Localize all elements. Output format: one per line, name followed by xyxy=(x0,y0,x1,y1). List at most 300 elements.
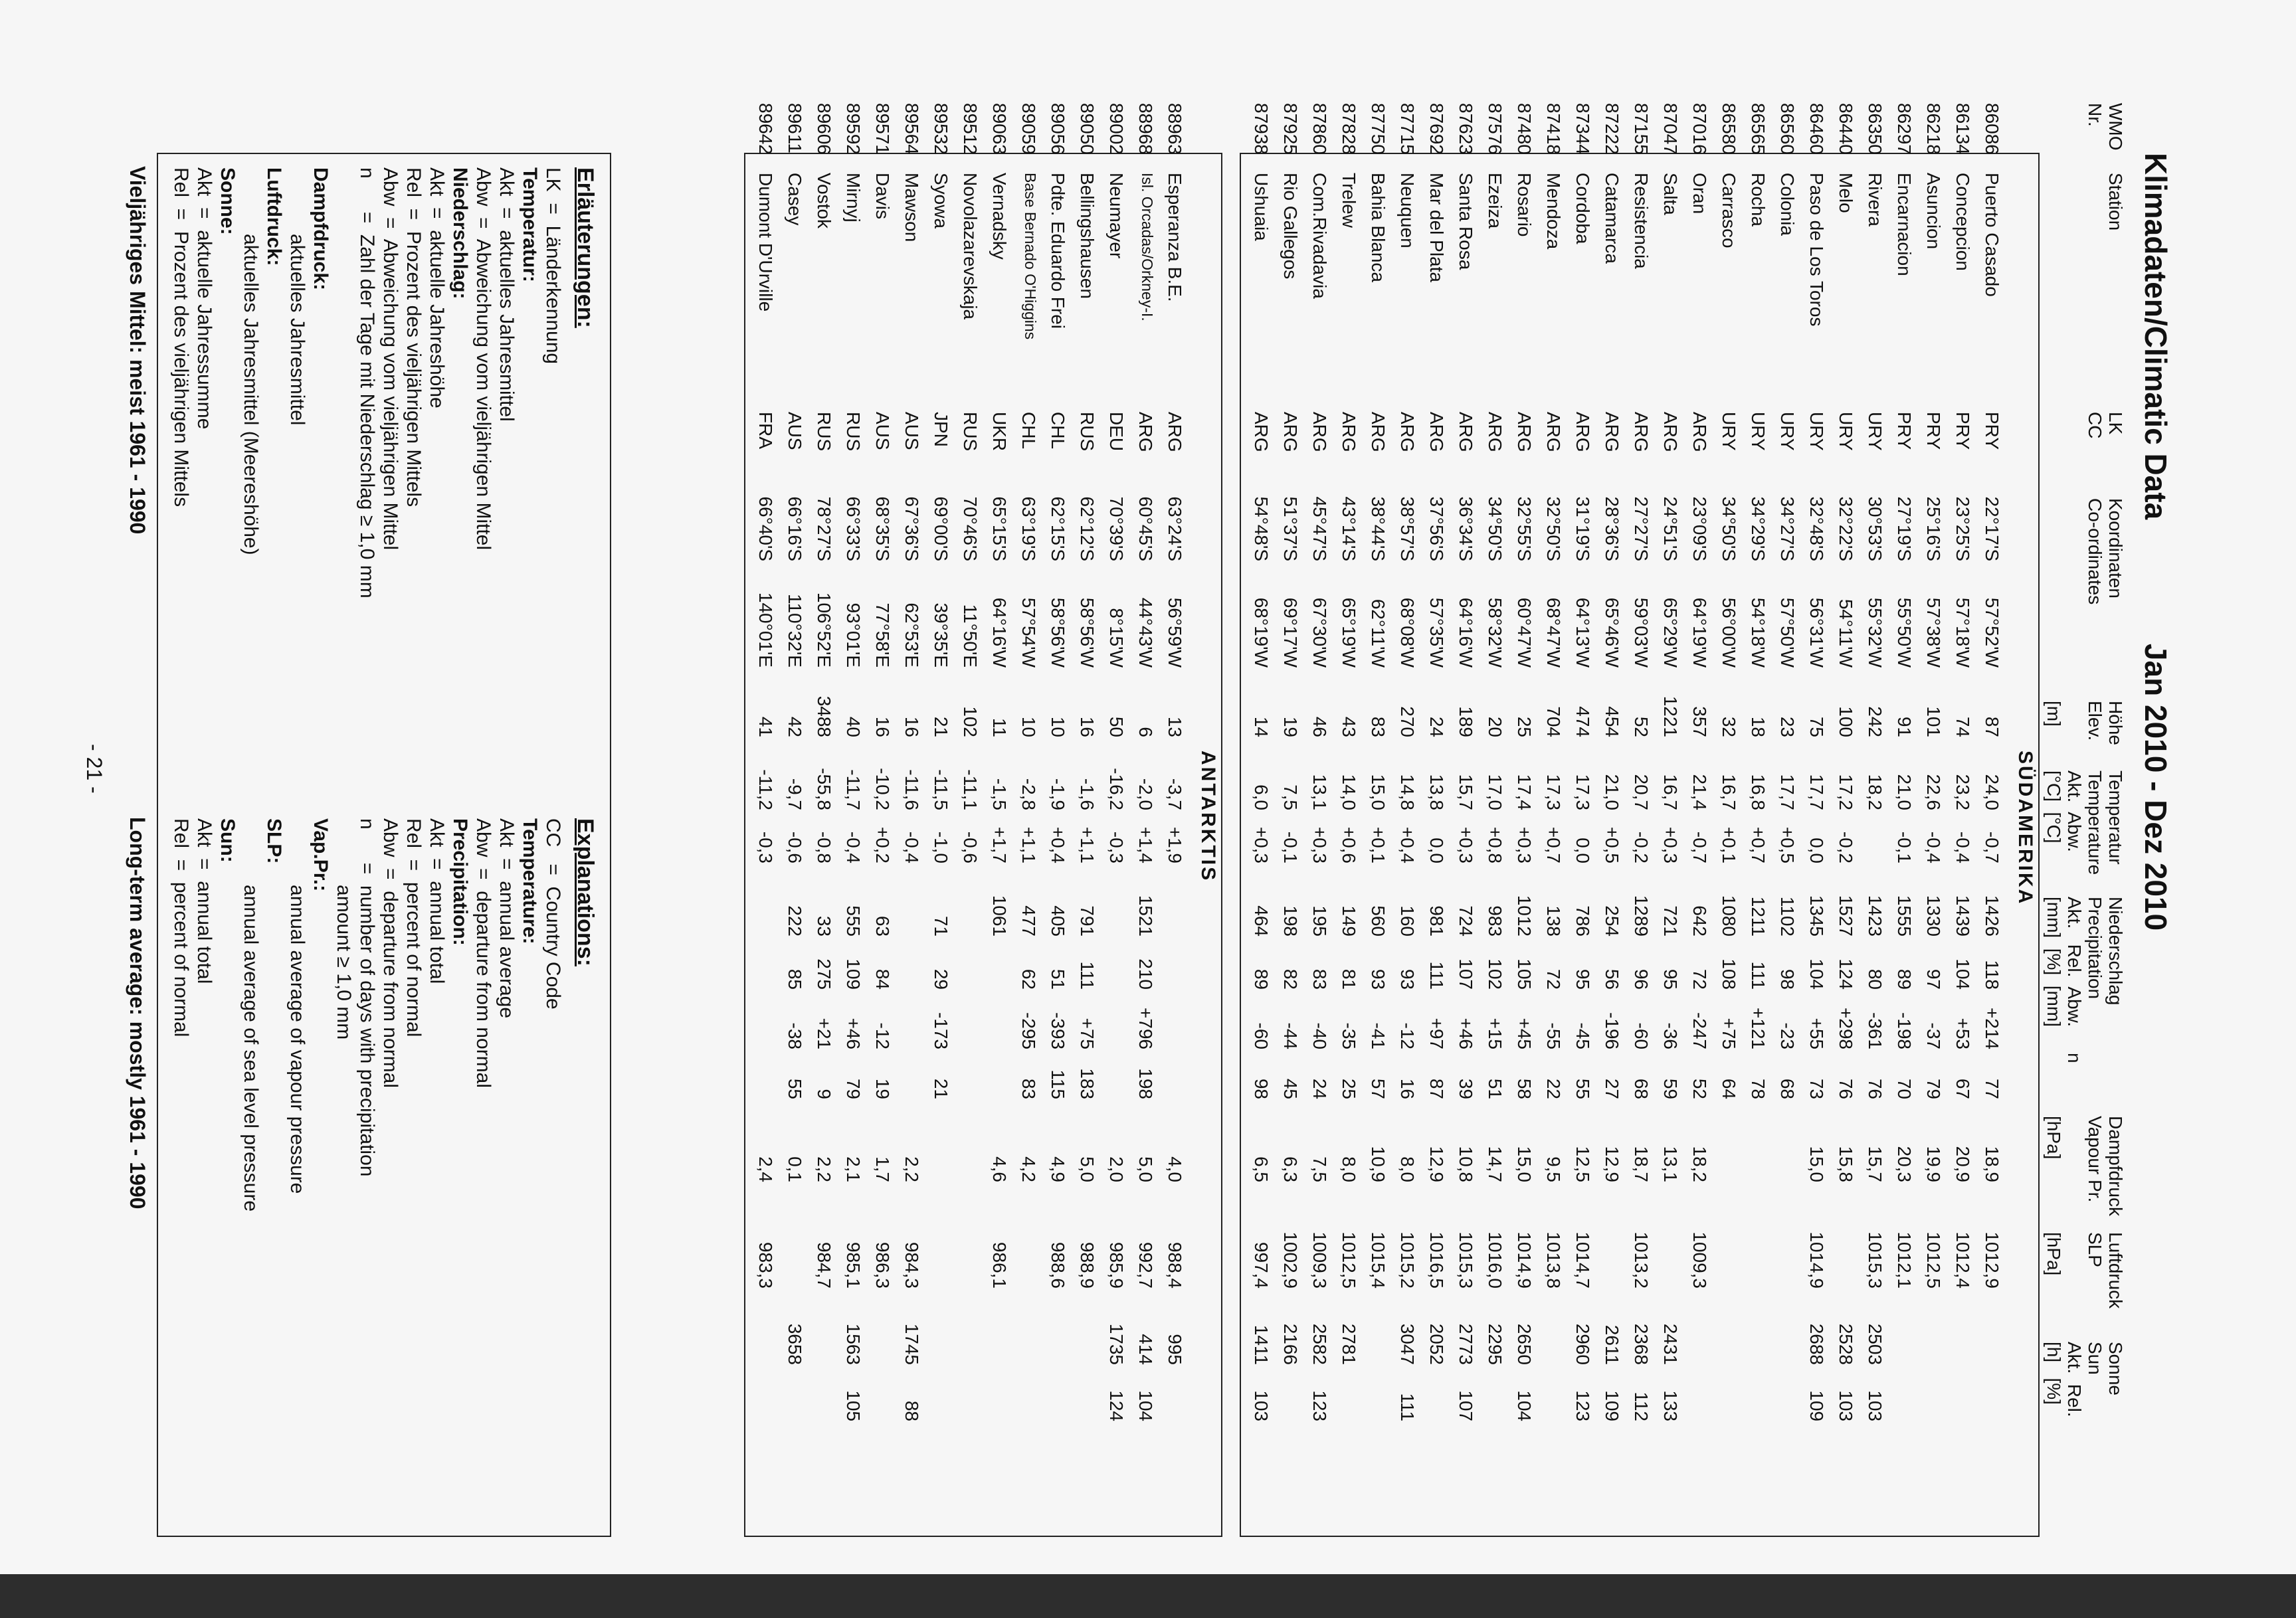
cell-cc: AUS xyxy=(902,412,922,450)
cell-lon: 57°18'W xyxy=(1953,597,1973,668)
cell-lon: 68°47'W xyxy=(1543,597,1564,668)
legend-line: Rel = Prozent des vieljährigen Mittels xyxy=(403,167,425,507)
cell-elev: 19 xyxy=(1280,716,1301,737)
cell-lon: 64°19'W xyxy=(1689,597,1710,668)
cell-wmo: 89512 xyxy=(960,103,981,155)
cell-elev: 14 xyxy=(1251,716,1272,737)
cell-temp: 16,7 xyxy=(1719,774,1739,810)
cell-elev: 91 xyxy=(1894,716,1915,737)
cell-prec-dev: +46 xyxy=(1456,1018,1476,1049)
cell-elev: 270 xyxy=(1397,706,1418,737)
cell-slp: 1013,8 xyxy=(1543,1231,1564,1289)
cell-temp: 6,0 xyxy=(1251,784,1272,810)
cell-slp: 986,3 xyxy=(872,1241,893,1289)
cell-prec: 198 xyxy=(1280,905,1301,937)
cell-lat: 32°55'S xyxy=(1514,496,1535,561)
cell-temp: 17,2 xyxy=(1836,774,1856,810)
cell-prec-rel: 109 xyxy=(843,958,864,990)
cell-temp-dev: +0,7 xyxy=(1748,826,1769,863)
cell-elev: 102 xyxy=(960,706,981,737)
cell-prec-rel: 56 xyxy=(1602,968,1622,990)
cell-lon: 57°50'W xyxy=(1777,597,1798,668)
cell-temp: 23,2 xyxy=(1953,774,1973,810)
cell-wmo: 86134 xyxy=(1953,103,1973,155)
legend-line: aktuelles Jahresmittel xyxy=(286,167,308,426)
cell-lon: 8°15'W xyxy=(1106,608,1127,668)
cell-temp-dev: +0,3 xyxy=(1660,826,1681,863)
cell-prec: 791 xyxy=(1077,905,1098,937)
cell-wmo: 87344 xyxy=(1573,103,1593,155)
cell-prec-days: 79 xyxy=(1923,1078,1944,1099)
cell-sun: 3658 xyxy=(785,1323,805,1365)
legend-line: Abw = Abweichung vom vieljährigen Mittel xyxy=(472,167,494,551)
cell-prec-dev: -44 xyxy=(1280,1022,1301,1049)
cell-wmo: 87715 xyxy=(1397,103,1418,155)
cell-cc: ARG xyxy=(1573,412,1593,452)
cell-cc: FRA xyxy=(755,412,776,449)
cell-station: Cordoba xyxy=(1573,173,1593,244)
cell-prec: 1426 xyxy=(1982,895,2002,937)
cell-prec-rel: 89 xyxy=(1894,968,1915,990)
legend-line: Temperatur: xyxy=(519,167,541,282)
cell-wmo: 87480 xyxy=(1514,103,1535,155)
header-wmo: WMO Nr. xyxy=(2085,103,2126,151)
cell-lon: 65°46'W xyxy=(1602,597,1622,668)
cell-prec-rel: 85 xyxy=(785,968,805,990)
cell-prec: 33 xyxy=(814,915,834,937)
cell-lat: 78°27'S xyxy=(814,496,834,561)
legend-de-text xyxy=(169,167,565,598)
cell-lon: 55°50'W xyxy=(1894,597,1915,668)
cell-station: Santa Rosa xyxy=(1456,173,1476,270)
cell-prec: 1423 xyxy=(1865,895,1885,937)
cell-lat: 69°00'S xyxy=(931,496,951,561)
cell-vapour: 8,0 xyxy=(1339,1156,1359,1182)
cell-prec-dev: +21 xyxy=(814,1018,834,1049)
legend-line: amount ≥ 1,0 mm xyxy=(333,818,355,1040)
cell-prec: 1330 xyxy=(1923,895,1944,937)
cell-slp: 1015,3 xyxy=(1456,1231,1476,1289)
cell-wmo: 86218 xyxy=(1923,103,1944,155)
legend-line: Abw = Abweichung vom vieljährigen Mittel xyxy=(379,167,401,551)
cell-elev: 101 xyxy=(1923,706,1944,737)
cell-elev: 16 xyxy=(1077,716,1098,737)
cell-vapour: 19,9 xyxy=(1923,1146,1944,1182)
cell-prec: 1012 xyxy=(1514,895,1535,937)
cell-temp: 13,1 xyxy=(1309,774,1330,810)
cell-elev: 474 xyxy=(1573,706,1593,737)
cell-prec-days: 70 xyxy=(1894,1078,1915,1099)
cell-prec-dev: +75 xyxy=(1719,1018,1739,1049)
cell-temp: -11,7 xyxy=(843,769,864,810)
cell-wmo: 87418 xyxy=(1543,103,1564,155)
cell-prec: 405 xyxy=(1048,905,1068,937)
cell-cc: ARG xyxy=(1660,412,1681,452)
cell-temp: 17,3 xyxy=(1573,774,1593,810)
cell-slp: 1012,5 xyxy=(1923,1231,1944,1289)
cell-slp: 983,3 xyxy=(755,1241,776,1289)
legend-line: annual average of sea level pressure xyxy=(240,818,262,1212)
cell-slp: 1002,9 xyxy=(1280,1231,1301,1289)
cell-prec-dev: -45 xyxy=(1573,1022,1593,1049)
cell-station: Casey xyxy=(785,173,805,226)
cell-cc: JPN xyxy=(931,412,951,447)
cell-prec-dev: -295 xyxy=(1018,1012,1039,1049)
cell-prec-dev: +298 xyxy=(1836,1007,1856,1049)
cell-prec-dev: -173 xyxy=(931,1012,951,1049)
cell-slp: 1009,3 xyxy=(1309,1231,1330,1289)
cell-wmo: 88968 xyxy=(1135,103,1156,155)
cell-slp: 1012,5 xyxy=(1339,1231,1359,1289)
cell-prec-rel: 81 xyxy=(1339,968,1359,990)
cell-vapour: 8,0 xyxy=(1397,1156,1418,1182)
cell-prec-days: 25 xyxy=(1339,1078,1359,1099)
cell-cc: RUS xyxy=(843,412,864,452)
cell-lon: 57°54'W xyxy=(1018,597,1039,668)
cell-temp-dev: -0,3 xyxy=(755,831,776,863)
cell-elev: 21 xyxy=(931,716,951,737)
cell-lat: 32°22'S xyxy=(1836,496,1856,561)
cell-temp-dev: +0,5 xyxy=(1777,826,1798,863)
legend-line: n = number of days with precipitation xyxy=(356,818,378,1177)
cell-lon: 57°35'W xyxy=(1426,597,1447,668)
legend-line: Sun: xyxy=(217,818,239,863)
cell-temp: 17,4 xyxy=(1514,774,1535,810)
cell-elev: 357 xyxy=(1689,706,1710,737)
cell-prec: 195 xyxy=(1309,905,1330,937)
cell-elev: 3488 xyxy=(814,695,834,737)
cell-temp-dev: -0,6 xyxy=(785,831,805,863)
cell-vapour: 2,1 xyxy=(843,1156,864,1182)
cell-prec: 1439 xyxy=(1953,895,1973,937)
cell-sun: 2773 xyxy=(1456,1323,1476,1365)
cell-station: Esperanza B.E. xyxy=(1165,173,1185,302)
cell-station: Novolazarevskaja xyxy=(960,173,981,319)
cell-lon: 65°29'W xyxy=(1660,597,1681,668)
cell-vapour: 5,0 xyxy=(1135,1156,1156,1182)
cell-lat: 38°44'S xyxy=(1368,496,1388,561)
cell-prec-rel: 102 xyxy=(1485,958,1505,990)
cell-wmo: 86440 xyxy=(1836,103,1856,155)
cell-lon: 39°35'E xyxy=(931,602,951,668)
legend-en-footer: Long-term average: mostly 1961 - 1990 xyxy=(126,817,149,1210)
cell-lon: 106°52'E xyxy=(814,592,834,668)
cell-wmo: 86350 xyxy=(1865,103,1885,155)
cell-vapour: 20,3 xyxy=(1894,1146,1915,1182)
cell-prec: 721 xyxy=(1660,905,1681,937)
cell-temp: 17,7 xyxy=(1806,774,1827,810)
cell-lat: 34°50'S xyxy=(1719,496,1739,561)
cell-temp: 15,0 xyxy=(1368,774,1388,810)
cell-lon: 58°32'W xyxy=(1485,597,1505,668)
cell-elev: 74 xyxy=(1953,716,1973,737)
cell-temp: 16,8 xyxy=(1748,774,1769,810)
page-title: Klimadaten/Climatic Data xyxy=(2139,153,2173,520)
cell-temp-dev: +1,1 xyxy=(1077,826,1098,863)
legend-line: Precipitation: xyxy=(449,818,471,946)
cell-elev: 50 xyxy=(1106,716,1127,737)
cell-vapour: 4,0 xyxy=(1165,1156,1185,1182)
cell-temp: -16,2 xyxy=(1106,768,1127,810)
header-slp: Luftdruck SLP [hPa] xyxy=(2044,1232,2126,1309)
cell-prec-dev: -60 xyxy=(1631,1022,1652,1049)
cell-sun: 2166 xyxy=(1280,1323,1301,1365)
cell-station: Pdte. Eduardo Frei xyxy=(1048,173,1068,329)
cell-lat: 66°40'S xyxy=(755,496,776,561)
cell-prec-days: 87 xyxy=(1426,1078,1447,1099)
cell-lat: 62°12'S xyxy=(1077,496,1098,561)
cell-prec-days: 55 xyxy=(785,1078,805,1099)
cell-cc: PRY xyxy=(1982,412,2002,450)
header-coordinates: Koordinaten Co-ordinates xyxy=(2085,498,2126,605)
cell-prec: 71 xyxy=(931,915,951,937)
cell-slp: 984,3 xyxy=(902,1241,922,1289)
cell-elev: 25 xyxy=(1514,716,1535,737)
cell-sun: 2582 xyxy=(1309,1323,1330,1365)
cell-sun: 2431 xyxy=(1660,1323,1681,1365)
cell-slp: 1016,0 xyxy=(1485,1231,1505,1289)
cell-prec-rel: 118 xyxy=(1982,960,2002,990)
cell-temp: 21,0 xyxy=(1894,774,1915,810)
cell-prec-rel: 210 xyxy=(1135,958,1156,990)
cell-elev: 42 xyxy=(785,716,805,737)
cell-wmo: 87692 xyxy=(1426,103,1447,155)
cell-slp: 988,6 xyxy=(1048,1241,1068,1289)
cell-sun: 2650 xyxy=(1514,1323,1535,1365)
cell-lon: 11°50'E xyxy=(960,604,981,668)
cell-vapour: 18,2 xyxy=(1689,1146,1710,1182)
cell-station: Neumayer xyxy=(1106,173,1127,259)
cell-prec-dev: +75 xyxy=(1077,1018,1098,1049)
cell-lat: 45°47'S xyxy=(1309,496,1330,561)
cell-wmo: 89532 xyxy=(931,103,951,155)
cell-temp: 24,0 xyxy=(1982,774,2002,810)
cell-vapour: 15,7 xyxy=(1865,1146,1885,1182)
legend-line: Akt = aktuelle Jahreshöhe xyxy=(426,167,448,408)
cell-station: Com.Rivadavia xyxy=(1309,173,1330,299)
cell-prec-days: 52 xyxy=(1689,1078,1710,1099)
cell-prec-days: 16 xyxy=(1397,1078,1418,1099)
cell-cc: PRY xyxy=(1953,412,1973,450)
cell-prec-rel: 72 xyxy=(1543,968,1564,990)
cell-lat: 66°33'S xyxy=(843,496,864,561)
cell-lat: 34°29'S xyxy=(1748,496,1769,561)
cell-vapour: 12,5 xyxy=(1573,1146,1593,1182)
cell-elev: 11 xyxy=(989,717,1010,737)
legend-line xyxy=(332,167,355,598)
cell-station: Melo xyxy=(1836,173,1856,213)
cell-prec-days: 19 xyxy=(872,1078,893,1099)
cell-cc: ARG xyxy=(1251,412,1272,452)
cell-lat: 65°15'S xyxy=(989,496,1010,561)
cell-sun: 2611 xyxy=(1602,1324,1622,1365)
cell-lon: 77°58'E xyxy=(872,602,893,668)
cell-sun: 2295 xyxy=(1485,1323,1505,1365)
cell-prec-rel: 96 xyxy=(1631,968,1652,990)
cell-sun: 995 xyxy=(1165,1334,1185,1365)
cell-vapour: 18,9 xyxy=(1982,1146,2002,1182)
cell-prec-rel: 82 xyxy=(1280,968,1301,990)
section-heading: SÜDAMERIKA xyxy=(2014,751,2036,906)
cell-temp-dev: +1,7 xyxy=(989,826,1010,863)
cell-slp: 1012,4 xyxy=(1953,1231,1973,1289)
cell-cc: URY xyxy=(1748,412,1769,451)
cell-lat: 23°25'S xyxy=(1953,496,1973,561)
cell-prec-days: 27 xyxy=(1602,1078,1622,1099)
cell-slp: 1015,4 xyxy=(1368,1231,1388,1289)
cell-prec-days: 76 xyxy=(1865,1078,1885,1099)
legend-en-text xyxy=(169,818,565,1212)
cell-wmo: 88963 xyxy=(1165,103,1185,155)
cell-prec-rel: 72 xyxy=(1689,968,1710,990)
cell-temp: 14,0 xyxy=(1339,774,1359,810)
cell-vapour: 6,5 xyxy=(1251,1156,1272,1182)
cell-cc: URY xyxy=(1806,412,1827,451)
cell-cc: AUS xyxy=(785,412,805,450)
cell-cc: ARG xyxy=(1689,412,1710,452)
page-number: - 21 - xyxy=(82,744,106,794)
cell-slp: 1014,7 xyxy=(1573,1231,1593,1289)
cell-slp: 1009,3 xyxy=(1689,1231,1710,1289)
cell-prec-rel: 97 xyxy=(1923,968,1944,990)
cell-temp-dev: +1,9 xyxy=(1165,826,1185,863)
cell-station: Vernadsky xyxy=(989,173,1010,260)
cell-lon: 110°32'E xyxy=(785,593,805,668)
cell-lat: 23°09'S xyxy=(1689,496,1710,561)
cell-lat: 24°51'S xyxy=(1660,496,1681,561)
cell-lon: 58°56'W xyxy=(1077,597,1098,668)
cell-station: Rosario xyxy=(1514,173,1535,237)
cell-vapour: 2,4 xyxy=(755,1156,776,1182)
cell-elev: 454 xyxy=(1602,706,1622,737)
cell-station: Catamarca xyxy=(1602,173,1622,264)
cell-elev: 75 xyxy=(1806,716,1827,737)
cell-lat: 54°48'S xyxy=(1251,496,1272,561)
cell-prec-rel: 105 xyxy=(1514,958,1535,990)
cell-wmo: 89056 xyxy=(1048,103,1068,155)
cell-station: Mirnyj xyxy=(843,173,864,223)
cell-lon: 54°11'W xyxy=(1836,598,1856,668)
cell-lat: 70°46'S xyxy=(960,496,981,561)
cell-temp: 21,4 xyxy=(1689,774,1710,810)
cell-sun: 1563 xyxy=(843,1323,864,1365)
cell-cc: ARG xyxy=(1426,412,1447,452)
cell-prec-days: 73 xyxy=(1806,1078,1827,1099)
cell-prec: 642 xyxy=(1689,905,1710,937)
cell-sun: 2781 xyxy=(1339,1323,1359,1365)
cell-prec-days: 22 xyxy=(1543,1078,1564,1099)
cell-slp: 992,7 xyxy=(1135,1241,1156,1289)
cell-wmo: 87576 xyxy=(1485,103,1505,155)
cell-cc: URY xyxy=(1777,412,1798,451)
cell-lat: 63°19'S xyxy=(1018,496,1039,561)
cell-sun-rel: 111 xyxy=(1397,1393,1418,1421)
cell-temp: 14,8 xyxy=(1397,774,1418,810)
cell-sun-rel: 103 xyxy=(1251,1390,1272,1421)
cell-slp: 985,1 xyxy=(843,1241,864,1289)
cell-temp-dev: 0,0 xyxy=(1806,838,1827,863)
cell-cc: ARG xyxy=(1280,412,1301,452)
cell-wmo: 89606 xyxy=(814,103,834,155)
cell-prec-days: 51 xyxy=(1485,1078,1505,1099)
cell-temp-dev: +1,1 xyxy=(1018,826,1039,863)
cell-sun-rel: 133 xyxy=(1660,1390,1681,1421)
cell-prec: 1102 xyxy=(1777,896,1798,937)
legend-de-footer: Vieljähriges Mittel: meist 1961 - 1990 xyxy=(126,166,149,535)
cell-elev: 100 xyxy=(1836,706,1856,737)
cell-prec-dev: -60 xyxy=(1251,1022,1272,1049)
cell-cc: URY xyxy=(1836,412,1856,451)
cell-lat: 67°36'S xyxy=(902,496,922,561)
cell-wmo: 89063 xyxy=(989,103,1010,155)
cell-cc: PRY xyxy=(1923,412,1944,450)
cell-slp: 984,7 xyxy=(814,1241,834,1289)
cell-prec: 477 xyxy=(1018,905,1039,937)
cell-temp: 17,0 xyxy=(1485,774,1505,810)
cell-prec-rel: 275 xyxy=(814,958,834,990)
cell-slp: 1015,2 xyxy=(1397,1231,1418,1289)
cell-station: Asuncion xyxy=(1923,173,1944,250)
cell-lat: 62°15'S xyxy=(1048,496,1068,561)
cell-wmo: 89564 xyxy=(902,103,922,155)
cell-station: Ezeiza xyxy=(1485,173,1505,229)
cell-slp: 1016,5 xyxy=(1426,1231,1447,1289)
cell-prec: 981 xyxy=(1426,905,1447,937)
cell-temp: -11,1 xyxy=(960,769,981,810)
cell-temp-dev: 0,0 xyxy=(1573,838,1593,863)
cell-station: Encarnacion xyxy=(1894,173,1915,276)
cell-slp: 997,4 xyxy=(1251,1241,1272,1289)
cell-station: Resistencia xyxy=(1631,173,1652,269)
cell-cc: CHL xyxy=(1018,412,1039,450)
legend-line: Temperature: xyxy=(519,818,541,944)
cell-lon: 67°30'W xyxy=(1309,597,1330,668)
cell-lat: 38°57'S xyxy=(1397,496,1418,561)
cell-temp-dev: +0,6 xyxy=(1339,826,1359,863)
cell-lon: 68°08'W xyxy=(1397,597,1418,668)
cell-temp-dev: -0,4 xyxy=(1953,831,1973,863)
cell-temp-dev: +0,4 xyxy=(1397,826,1418,863)
cell-cc: PRY xyxy=(1894,412,1915,450)
cell-prec: 222 xyxy=(785,905,805,937)
cell-prec-days: 21 xyxy=(931,1078,951,1099)
legend-line: Rel = Prozent des vieljährigen Mittels xyxy=(170,167,192,507)
cell-station: Rivera xyxy=(1865,173,1885,226)
cell-cc: URY xyxy=(1719,412,1739,451)
cell-prec-dev: +53 xyxy=(1953,1018,1973,1049)
cell-prec: 786 xyxy=(1573,905,1593,937)
cell-prec-rel: 83 xyxy=(1309,968,1330,990)
cell-prec: 149 xyxy=(1339,905,1359,937)
cell-lat: 37°56'S xyxy=(1426,496,1447,561)
cell-prec-days: 115 xyxy=(1048,1069,1068,1099)
cell-elev: 18 xyxy=(1748,716,1769,737)
cell-prec-dev: +46 xyxy=(843,1018,864,1049)
cell-prec-dev: +796 xyxy=(1135,1007,1156,1049)
cell-cc: ARG xyxy=(1456,412,1476,452)
cell-prec-days: 77 xyxy=(1982,1078,2002,1099)
cell-sun: 2052 xyxy=(1426,1323,1447,1365)
cell-station: Syowa xyxy=(931,173,951,229)
cell-prec-dev: -35 xyxy=(1339,1022,1359,1049)
legend-line: SLP: xyxy=(263,818,285,864)
cell-cc: DEU xyxy=(1106,412,1127,452)
cell-cc: RUS xyxy=(814,412,834,452)
cell-lon: 140°01'E xyxy=(755,592,776,668)
cell-station: Colonia xyxy=(1777,173,1798,236)
cell-temp: -11,2 xyxy=(755,769,776,810)
legend-line: Akt = aktuelle Jahressumme xyxy=(193,167,215,430)
